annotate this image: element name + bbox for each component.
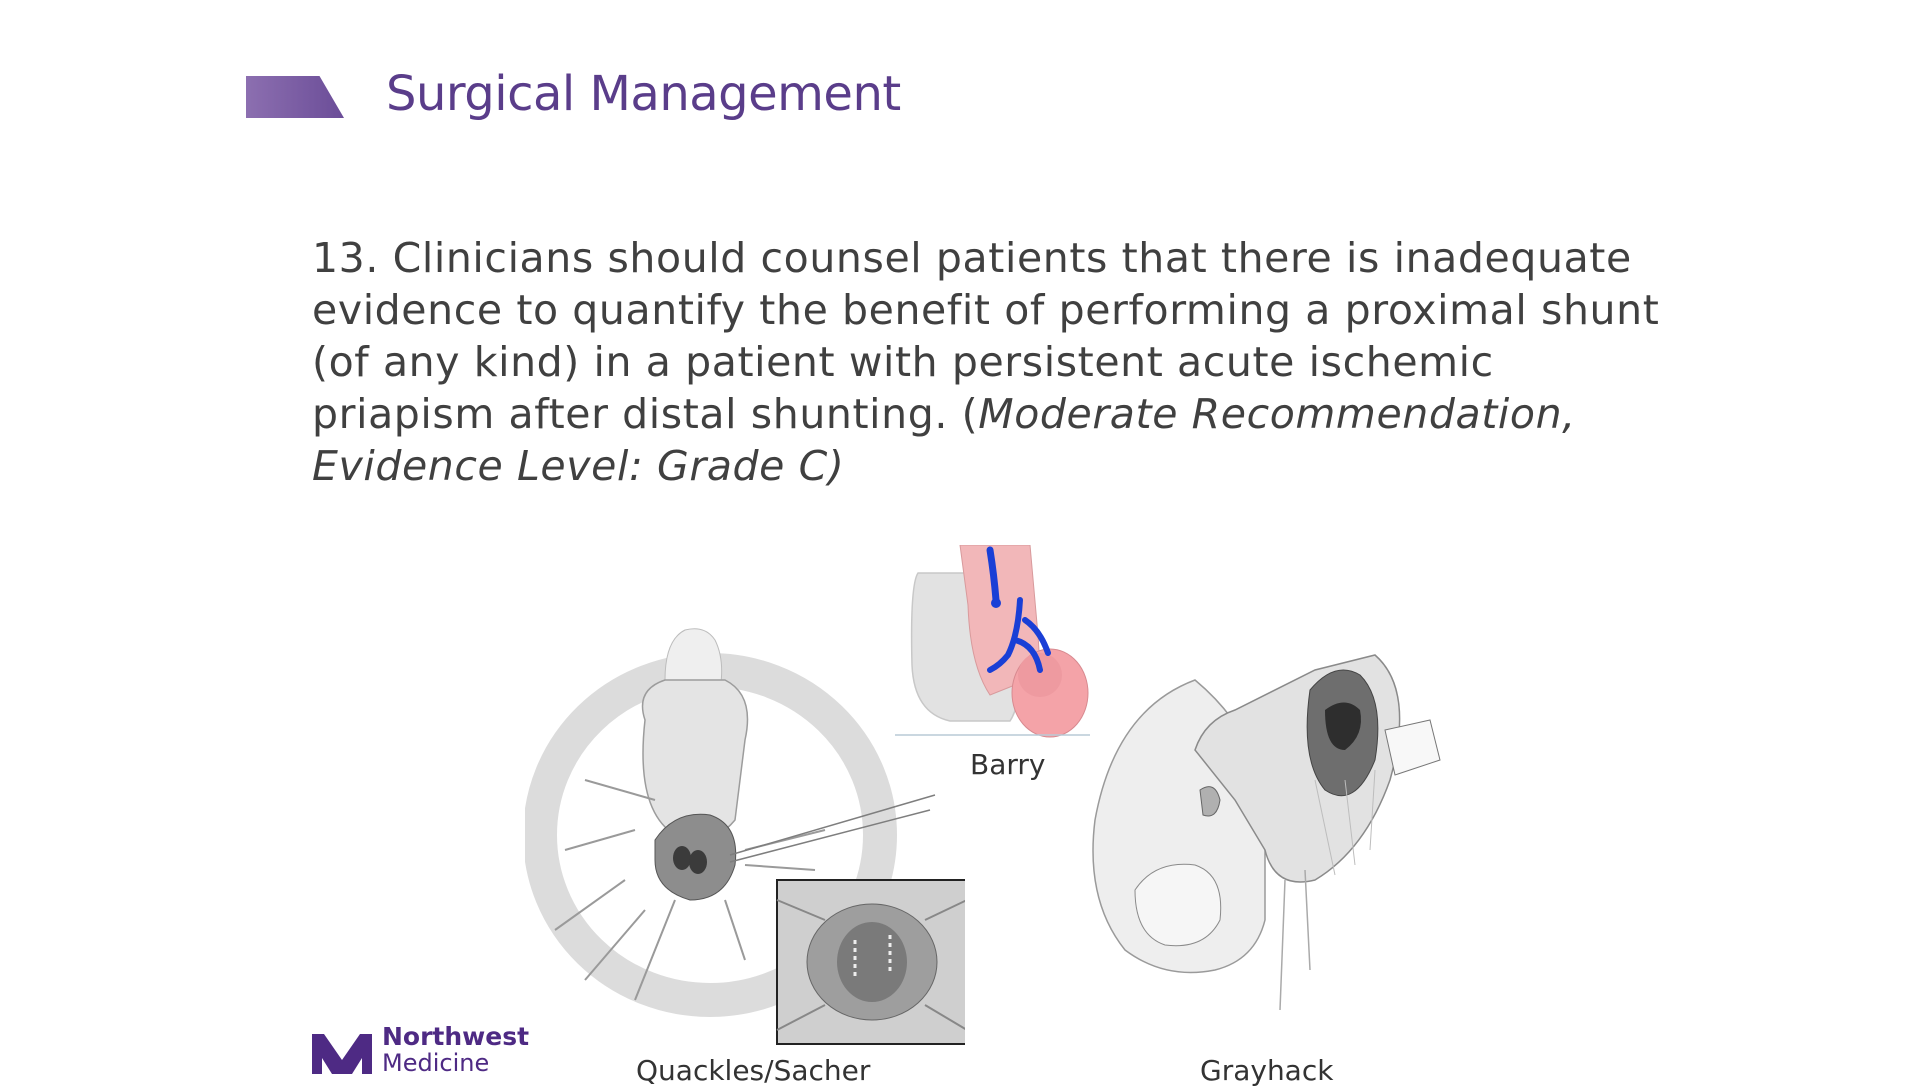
evidence-grade: Moderate Recommendation, Evidence Level: Grade C) (312, 390, 1576, 490)
quackles-sacher-illustration (525, 600, 965, 1048)
nm-logo-icon (310, 1030, 374, 1076)
logo-line-2: Medicine (382, 1049, 490, 1077)
statement-text: 13. Clinicians should counsel patients that there is inadequate evidence to quantify the benefit of performing a proximal shunt (of any kind) in a patient with persistent acute ischemic priapism after distal shunting. ( (312, 234, 1660, 438)
northwest-medicine-logo (310, 1024, 540, 1078)
quackles-sacher-label: Quackles/Sacher (636, 1054, 871, 1087)
title-accent-bar (246, 76, 344, 118)
slide-title: Surgical Management (386, 66, 901, 122)
grayhack-illustration (1085, 650, 1470, 1010)
grayhack-label: Grayhack (1200, 1054, 1334, 1087)
guideline-statement (312, 232, 1672, 492)
barry-label: Barry (970, 748, 1046, 781)
logo-line-1: Northwest (382, 1022, 530, 1051)
